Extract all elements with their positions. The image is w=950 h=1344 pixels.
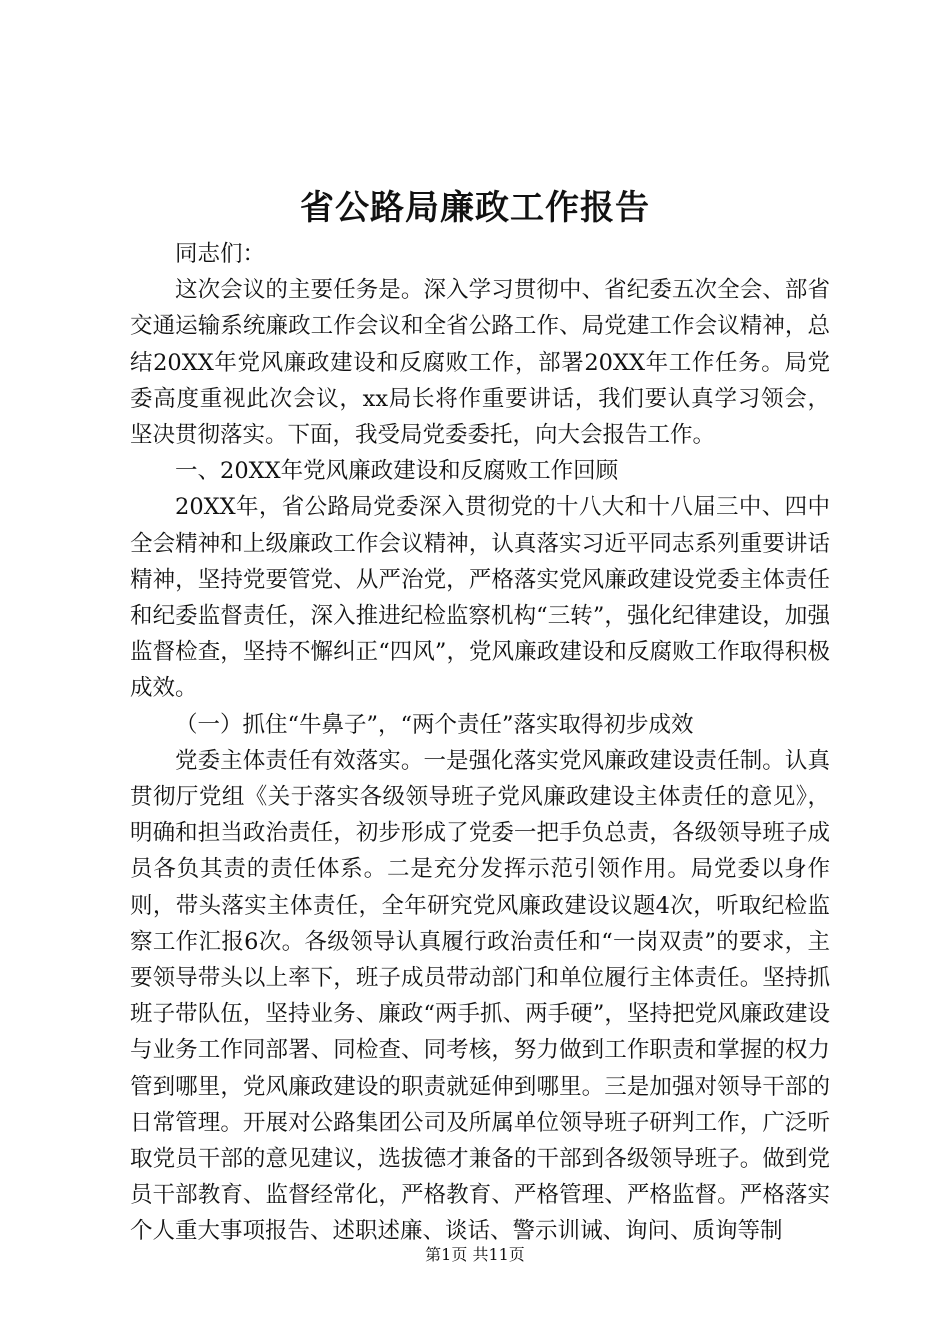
review-paragraph: 20XX年，省公路局党委深入贯彻党的十八大和十八届三中、四中全会精神和上级廉政工作会议精神，认真落实习近平同志系列重要讲话精神，坚持党要管党、从严治党，严格落实党风廉政建设党委主体责任和纪委监督责任，深入推进纪检监察机构“三转”，强化纪律建设，加强监督检查，坚持不懈纠正“四风”，党风廉政建设和反腐败工作取得积极成效。 [130,494,830,702]
document-title: 省公路局廉政工作报告 [300,188,650,228]
document-body [130,236,830,1250]
salutation: 同志们： [175,241,266,267]
subsection-heading-1: （一）抓住“牛鼻子”，“两个责任”落实取得初步成效 [175,711,694,738]
responsibility-paragraph: 党委主体责任有效落实。一是强化落实党风廉政建设责任制。认真贯彻厅党组《关于落实各级领导班子党风廉政建设主体责任的意见》，明确和担当政治责任，初步形成了党委一把手负总责，各级领导班子成员各负其责的责任体系。二是充分发挥示范引领作用。局党委以身作则，带头落实主体责任，全年研究党风廉政建设议题4次，听取纪检监察工作汇报6次。各级领导认真履行政治责任和“一岗双责”的要求，主要领导带头以上率下，班子成员带动部门和单位履行主体责任。坚持抓班子带队伍，坚持业务、廉政“两手抓、两手硬”，坚持把党风廉政建设与业务工作同部署、同检查、同考核，努力做到工作职责和掌握的权力管到哪里，党风廉政建设的职责就延伸到哪里。三是加强对领导干部的日常管理。开展对公路集团公司及所属单位领导班子研判工作，广泛听取党员干部的意见建议，选拔德才兼备的干部到各级领导班子。做到党员干部教育、监督经常化，严格教育、严格管理、严格监督。严格落实个人重大事项报告、述职述廉、谈话、警示训诫、询问、质询等制 [130,747,830,1245]
section-heading-1: 一、20XX年党风廉政建设和反腐败工作回顾 [175,458,619,485]
intro-paragraph: 这次会议的主要任务是。深入学习贯彻中、省纪委五次全会、部省交通运输系统廉政工作会议和全省公路工作、局党建工作会议精神，总结20XX年党风廉政建设和反腐败工作，部署20XX年工作任务。局党委高度重视此次会议，xx局长将作重要讲话，我们要认真学习领会，坚决贯彻落实。下面，我受局党委委托，向大会报告工作。 [130,277,830,449]
page-footer: 第1页 共11页 [425,1245,525,1264]
